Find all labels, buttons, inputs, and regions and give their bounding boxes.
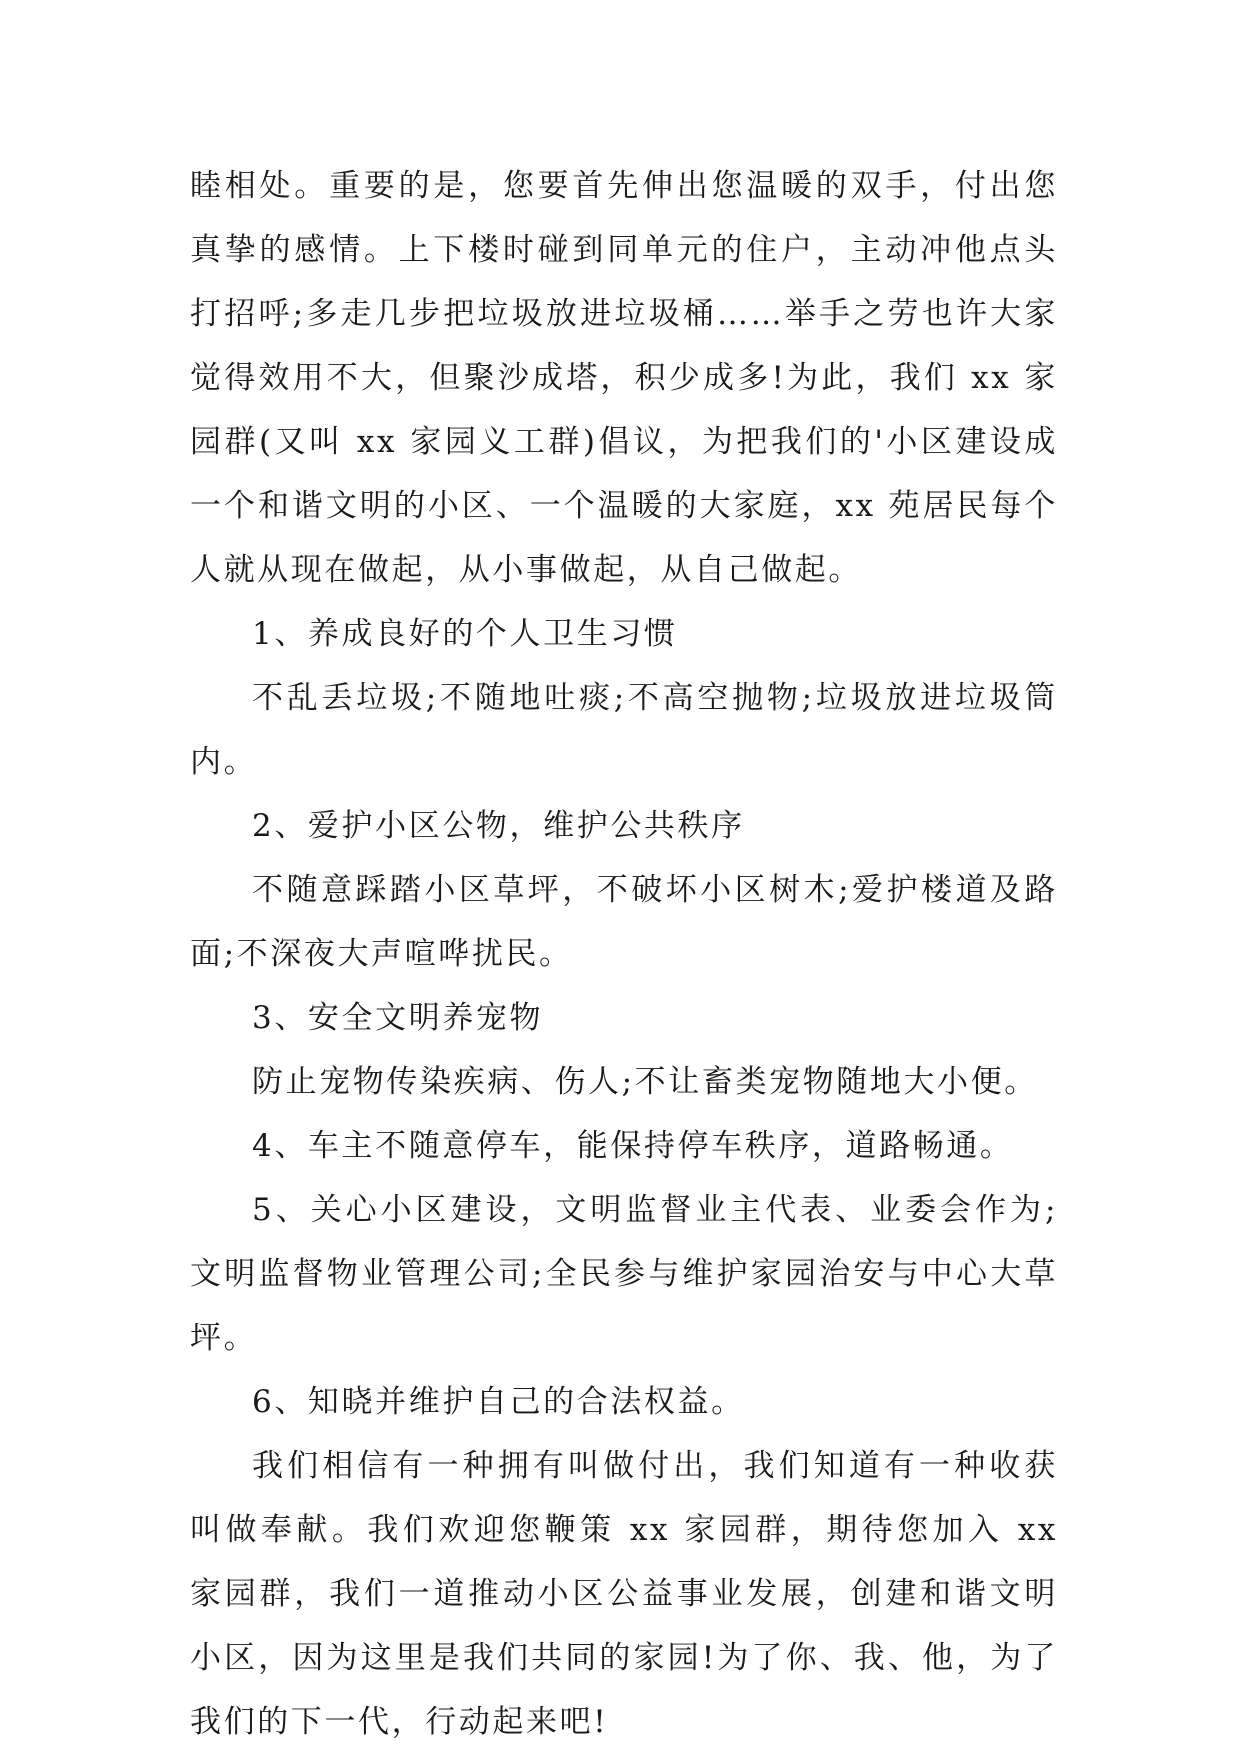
paragraph-closing: 我们相信有一种拥有叫做付出，我们知道有一种收获叫做奉献。我们欢迎您鞭策 xx 家园群，期待您加入 xx 家园群，我们一道推动小区公益事业发展，创建和谐文明小区，因为这里是我们共同的家园!为了你、我、他，为了我们的下一代，行动起来吧! — [190, 1448, 1058, 1740]
paragraph-item-3: 防止宠物传染疾病、伤人;不让畜类宠物随地大小便。 — [252, 1064, 1038, 1100]
paragraph-intro: 睦相处。重要的是，您要首先伸出您温暖的双手，付出您真挚的感情。上下楼时碰到同单元的住户，主动冲他点头打招呼;多走几步把垃圾放进垃圾桶……举手之劳也许大家觉得效用不大，但聚沙成塔，积少成多!为此，我们 xx 家园群(又叫 xx 家园义工群)倡议，为把我们的'小区建设成一个和谐文明的小区、一个温暖的大家庭，xx 苑居民每个人就从现在做起，从小事做起，从自己做起。 — [190, 168, 1058, 588]
document-body — [190, 154, 1058, 1754]
paragraph-item-6: 6、知晓并维护自己的合法权益。 — [252, 1384, 745, 1420]
heading-item-3: 3、安全文明养宠物 — [252, 1000, 544, 1036]
paragraph-item-1: 不乱丢垃圾;不随地吐痰;不高空抛物;垃圾放进垃圾筒内。 — [190, 680, 1058, 780]
paragraph-item-4: 4、车主不随意停车，能保持停车秩序，道路畅通。 — [252, 1128, 1014, 1164]
heading-item-2: 2、爱护小区公物，维护公共秩序 — [252, 808, 745, 844]
paragraph-item-2: 不随意踩踏小区草坪，不破坏小区树木;爱护楼道及路面;不深夜大声喧哗扰民。 — [190, 872, 1058, 972]
paragraph-item-5: 5、关心小区建设，文明监督业主代表、业委会作为;文明监督物业管理公司;全民参与维护家园治安与中心大草坪。 — [190, 1192, 1058, 1356]
heading-item-1: 1、养成良好的个人卫生习惯 — [252, 616, 678, 652]
